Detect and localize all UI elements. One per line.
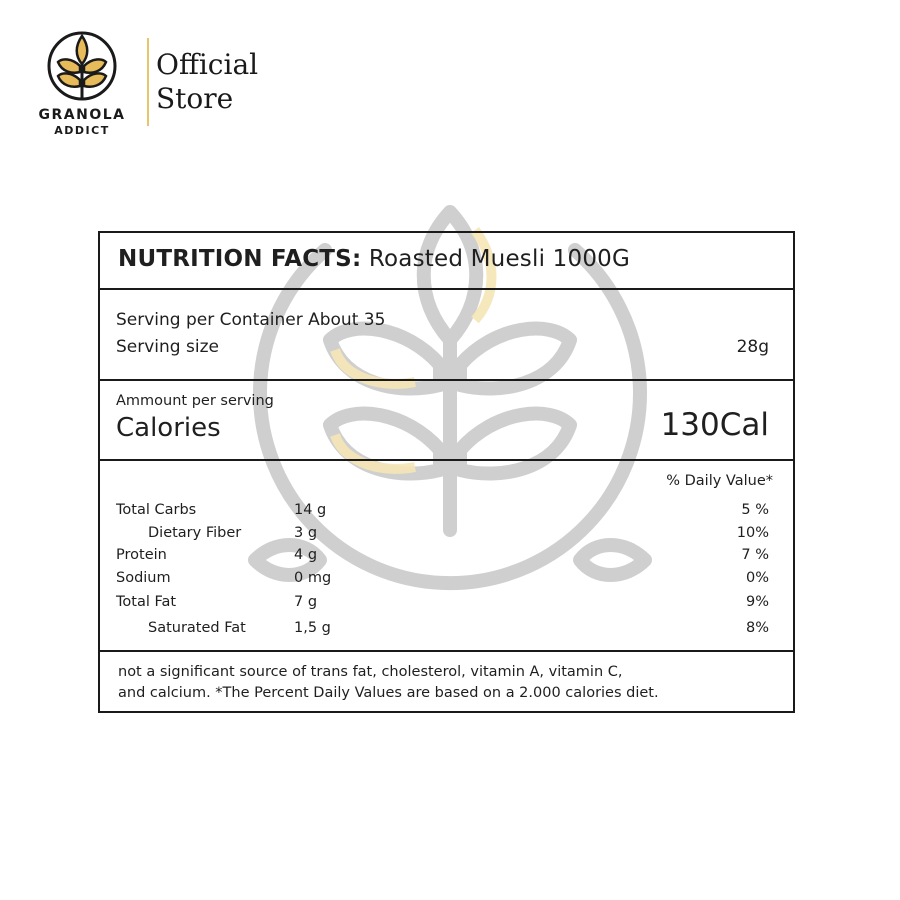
- nutrient-name: Protein: [116, 547, 167, 563]
- serving-section: [100, 288, 793, 381]
- serving-size-value: 28g: [736, 337, 769, 357]
- store-line-2: Store: [156, 82, 234, 115]
- amount-per-serving-label: Ammount per serving: [116, 393, 274, 409]
- title-product: Roasted Muesli 1000G: [368, 246, 631, 272]
- logo-divider: [147, 38, 149, 126]
- footnote-section: [100, 650, 793, 711]
- calories-label: Calories: [116, 413, 221, 443]
- nutrient-amount: 4 g: [294, 547, 318, 563]
- title-section: [100, 233, 793, 290]
- nutrients-section: [100, 459, 793, 652]
- nutrient-name: Sodium: [116, 570, 171, 586]
- nutrient-dv: 5 %: [741, 502, 769, 518]
- nutrient-name: Dietary Fiber: [148, 525, 242, 541]
- footnote: [118, 662, 775, 704]
- official-store-label: [156, 48, 258, 116]
- nutrient-amount: 14 g: [294, 502, 327, 518]
- calories-section: [100, 379, 793, 461]
- servings-per-container: Serving per Container About 35: [116, 310, 386, 330]
- store-line-1: Official: [156, 48, 259, 81]
- wheat-icon: [58, 36, 106, 98]
- logo-text-addict: ADDICT: [54, 124, 110, 137]
- logo-text-granola: GRANOLA: [38, 107, 126, 123]
- nutrition-facts-panel: [98, 231, 795, 713]
- footnote-line-2: and calcium. *The Percent Daily Values are based on a 2.000 calories diet.: [118, 685, 659, 701]
- nutrient-amount: 3 g: [294, 525, 318, 541]
- calories-value: 130Cal: [660, 407, 769, 443]
- granola-addict-logo: [28, 22, 136, 140]
- nutrient-dv: 9%: [745, 594, 769, 610]
- nutrient-dv: 8%: [745, 620, 769, 636]
- title-prefix: NUTRITION FACTS:: [118, 246, 362, 272]
- nutrient-amount: 0 mg: [294, 570, 332, 586]
- nutrient-amount: 7 g: [294, 594, 318, 610]
- nutrient-dv: 7 %: [741, 547, 769, 563]
- nutrient-name: Saturated Fat: [148, 620, 246, 636]
- panel-title: [118, 246, 630, 272]
- nutrient-name: Total Carbs: [116, 502, 197, 518]
- nutrient-name: Total Fat: [116, 594, 177, 610]
- nutrient-dv: 0%: [745, 570, 769, 586]
- nutrient-dv: 10%: [736, 525, 769, 541]
- nutrient-amount: 1,5 g: [294, 620, 331, 636]
- footnote-line-1: not a significant source of trans fat, cholesterol, vitamin A, vitamin C,: [118, 664, 623, 680]
- daily-value-header: % Daily Value*: [666, 473, 773, 489]
- serving-size-label: Serving size: [116, 337, 219, 357]
